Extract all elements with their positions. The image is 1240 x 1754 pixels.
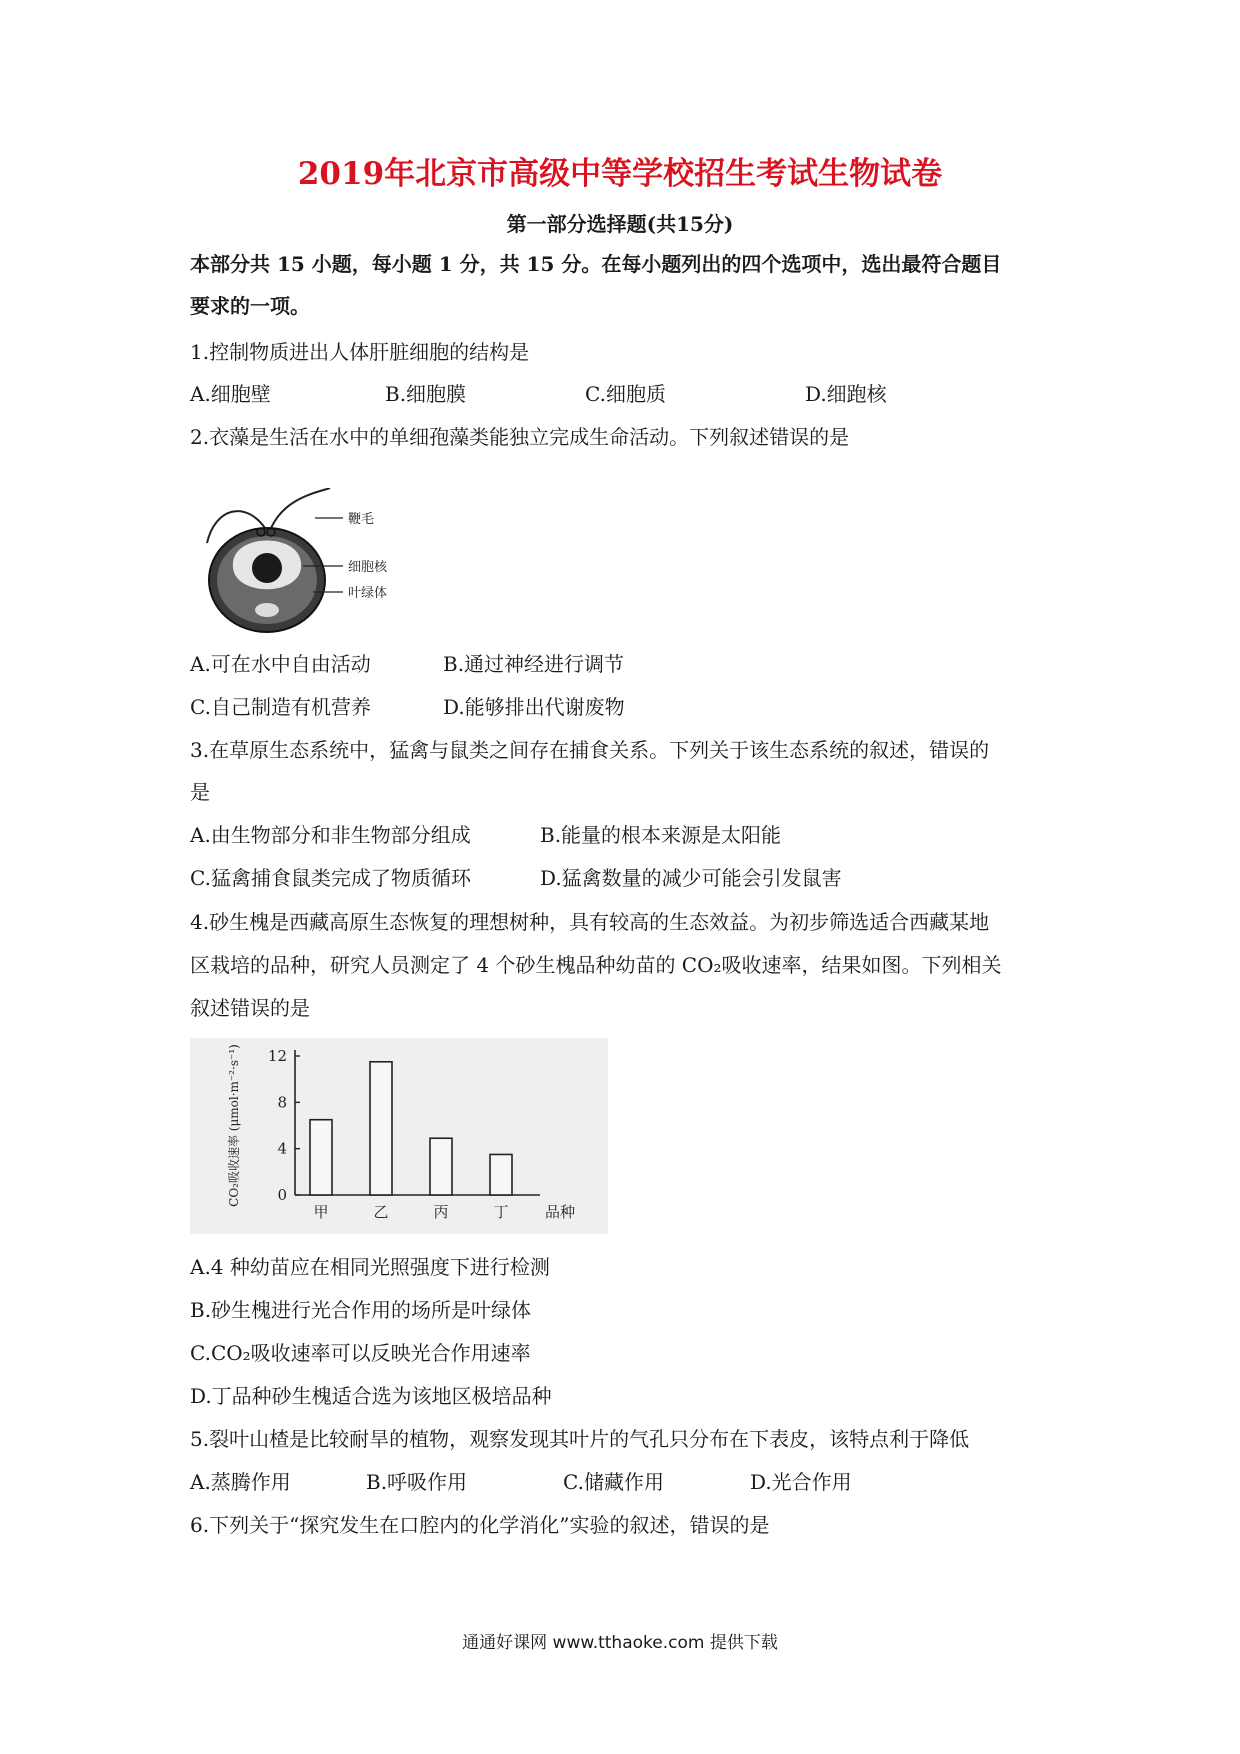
q4-option-a: A.4 种幼苗应在相同光照强度下进行检测	[190, 1255, 550, 1279]
label-chloroplast: 叶绿体	[348, 586, 388, 601]
y-tick-label: 12	[267, 1047, 287, 1065]
q3-stem-line-1: 3.在草原生态系统中，猛禽与鼠类之间存在捕食关系。下列关于该生态系统的叙述，错误的	[190, 738, 990, 762]
label-nucleus: 细胞核	[348, 560, 388, 575]
y-tick-label: 8	[277, 1093, 287, 1112]
q5-stem: 5.裂叶山楂是比较耐旱的植物，观察发现其叶片的气孔只分布在下表皮，该特点利于降低	[190, 1427, 970, 1451]
bar	[430, 1138, 452, 1195]
q5-option-a: A.蒸腾作用	[190, 1470, 291, 1494]
q2-option-a: A.可在水中自由活动	[190, 652, 371, 676]
x-axis-label: 品种	[545, 1203, 576, 1221]
instructions-line-2: 要求的一项。	[190, 294, 310, 318]
q3-stem-line-2: 是	[190, 780, 210, 804]
q4-option-c: C.CO₂吸收速率可以反映光合作用速率	[190, 1341, 531, 1365]
q6-stem: 6.下列关于“探究发生在口腔内的化学消化”实验的叙述，错误的是	[190, 1513, 770, 1537]
q1-stem: 1.控制物质进出人体肝脏细胞的结构是	[190, 340, 530, 364]
q2-option-c: C.自己制造有机营养	[190, 695, 371, 719]
q1-option-b: B.细胞膜	[385, 382, 467, 406]
exam-title: 2019年北京市高级中等学校招生考试生物试卷	[297, 156, 943, 192]
q1-option-a: A.细胞壁	[190, 382, 271, 406]
co2-absorption-bar-chart	[190, 1038, 608, 1234]
y-tick-label: 0	[277, 1186, 287, 1204]
instructions-line-1: 本部分共 15 小题，每小题 1 分，共 15 分。在每小题列出的四个选项中，选出最符合题目	[190, 252, 1002, 276]
q5-option-c: C.储藏作用	[563, 1470, 664, 1494]
x-category-label: 甲	[313, 1203, 329, 1221]
bar	[370, 1062, 392, 1195]
page-footer: 通通好课网 www.tthaoke.com 提供下载	[462, 1633, 778, 1653]
q4-option-d: D.丁品种砂生槐适合选为该地区极培品种	[190, 1384, 552, 1408]
x-category-label: 丙	[433, 1203, 449, 1221]
y-axis-label: CO₂吸收速率 (μmol·m⁻²·s⁻¹)	[227, 1044, 241, 1207]
q5-option-b: B.呼吸作用	[366, 1470, 468, 1494]
chlamydomonas-figure	[205, 488, 425, 638]
q4-stem-line-1: 4.砂生槐是西藏高原生态恢复的理想树种，具有较高的生态效益。为初步筛选适合西藏某地	[190, 910, 990, 934]
q4-stem-line-2: 区栽培的品种，研究人员测定了 4 个砂生槐品种幼苗的 CO₂吸收速率，结果如图。下列相关	[190, 953, 1002, 977]
q1-option-c: C.细胞质	[585, 382, 666, 406]
section-title: 第一部分选择题(共15分)	[506, 212, 734, 236]
x-category-label: 丁	[493, 1203, 509, 1221]
q5-option-d: D.光合作用	[750, 1470, 852, 1494]
q2-option-b: B.通过神经进行调节	[443, 652, 625, 676]
q3-option-a: A.由生物部分和非生物部分组成	[190, 823, 471, 847]
q2-option-d: D.能够排出代谢废物	[443, 695, 625, 719]
q1-option-d: D.细跑核	[805, 382, 887, 406]
q2-stem: 2.衣藻是生活在水中的单细孢藻类能独立完成生命活动。下列叙述错误的是	[190, 425, 850, 449]
y-tick-label: 4	[277, 1139, 287, 1158]
bar	[490, 1154, 512, 1195]
q3-option-c: C.猛禽捕食鼠类完成了物质循环	[190, 866, 471, 890]
q4-option-b: B.砂生槐进行光合作用的场所是叶绿体	[190, 1298, 532, 1322]
q3-option-b: B.能量的根本来源是太阳能	[540, 823, 782, 847]
label-flagellum: 鞭毛	[348, 512, 375, 527]
q3-option-d: D.猛禽数量的减少可能会引发鼠害	[540, 866, 842, 890]
q4-stem-line-3: 叙述错误的是	[190, 996, 310, 1020]
bar	[310, 1120, 332, 1195]
x-category-label: 乙	[373, 1203, 389, 1221]
